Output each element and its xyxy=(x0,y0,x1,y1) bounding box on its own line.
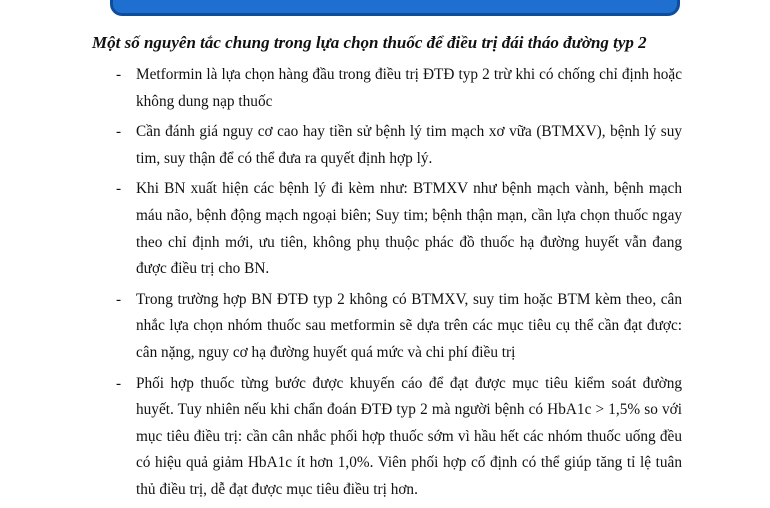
bullet-dash: - xyxy=(116,66,122,83)
list-item xyxy=(0,176,770,282)
bullet-dash: - xyxy=(116,123,122,141)
header-banner xyxy=(110,0,680,16)
list-item xyxy=(0,287,770,367)
list-item-text-line: so với mục tiêu điều trị: cần cân nhắc phối hợp thuốc sớm vì hầu hết các nhóm thuốc xyxy=(136,401,682,445)
list-item-text-line: Phối hợp thuốc từng bước được khuyến cáo để đạt được mục tiêu kiểm soát đường xyxy=(136,374,682,392)
list-item-text-line: uống đều có hiệu quả giảm HbA1c ít hơn 1,0%. Viên phối hợp cố định có thể giúp xyxy=(136,427,682,472)
bullet-dash: - xyxy=(116,374,122,392)
list-item-text-line: thuốc ngay theo chỉ định mới, ưu tiên, không phụ thuộc phác đồ thuốc hạ đường xyxy=(136,206,683,251)
list-item-text-line: tăng tỉ lệ tuân thủ điều trị, dễ đạt được mục tiêu điều trị hơn. xyxy=(136,454,682,498)
list-item xyxy=(0,371,770,504)
list-item-text-line: huyết. Tuy nhiên nếu khi chẩn đoán ĐTĐ typ 2 mà người bệnh có HbA1c > 1,5% xyxy=(136,401,641,419)
list-item-text-line: cân nhắc lựa chọn nhóm thuốc sau metformin sẽ dựa trên các mục tiêu cụ thể cần xyxy=(136,290,682,335)
bullet-dash: - xyxy=(116,290,122,308)
list-item-text-line: đạt được: cân nặng, nguy cơ hạ đường huyết quá mức và chi phí điều trị xyxy=(136,317,682,361)
list-item xyxy=(0,119,770,172)
list-item-text-line: Metformin là lựa chọn hàng đầu trong điều trị ĐTĐ typ 2 trừ khi có chống chỉ định xyxy=(136,66,650,83)
guideline-list xyxy=(0,62,770,508)
list-item-text-line: Trong trường hợp BN ĐTĐ typ 2 không có BTMXV, suy tim hoặc BTM kèm theo, xyxy=(136,290,657,308)
section-heading: Một số nguyên tắc chung trong lựa chọn thuốc để điều trị đái tháo đường typ 2 xyxy=(92,33,647,52)
list-item xyxy=(0,62,770,115)
list-item-text-line: suy tim, suy thận để có thể đưa ra quyết định hợp lý. xyxy=(136,123,682,167)
list-item-text-line: Cần đánh giá nguy cơ cao hay tiền sử bệnh lý tim mạch xơ vữa (BTMXV), bệnh lý xyxy=(136,123,657,141)
list-item-text-line: mạch máu não, bệnh động mạch ngoại biên; Suy tim; bệnh thận mạn, cần lựa chọn xyxy=(136,180,682,224)
list-item-text-line: Khi BN xuất hiện các bệnh lý đi kèm như: BTMXV như bệnh mạch vành, bệnh xyxy=(136,180,644,198)
list-item-text-line: hoặc không dung nạp thuốc xyxy=(136,66,683,110)
list-item-text-line: huyết vẫn đang được điều trị cho BN. xyxy=(136,233,682,278)
bullet-dash: - xyxy=(116,180,122,198)
